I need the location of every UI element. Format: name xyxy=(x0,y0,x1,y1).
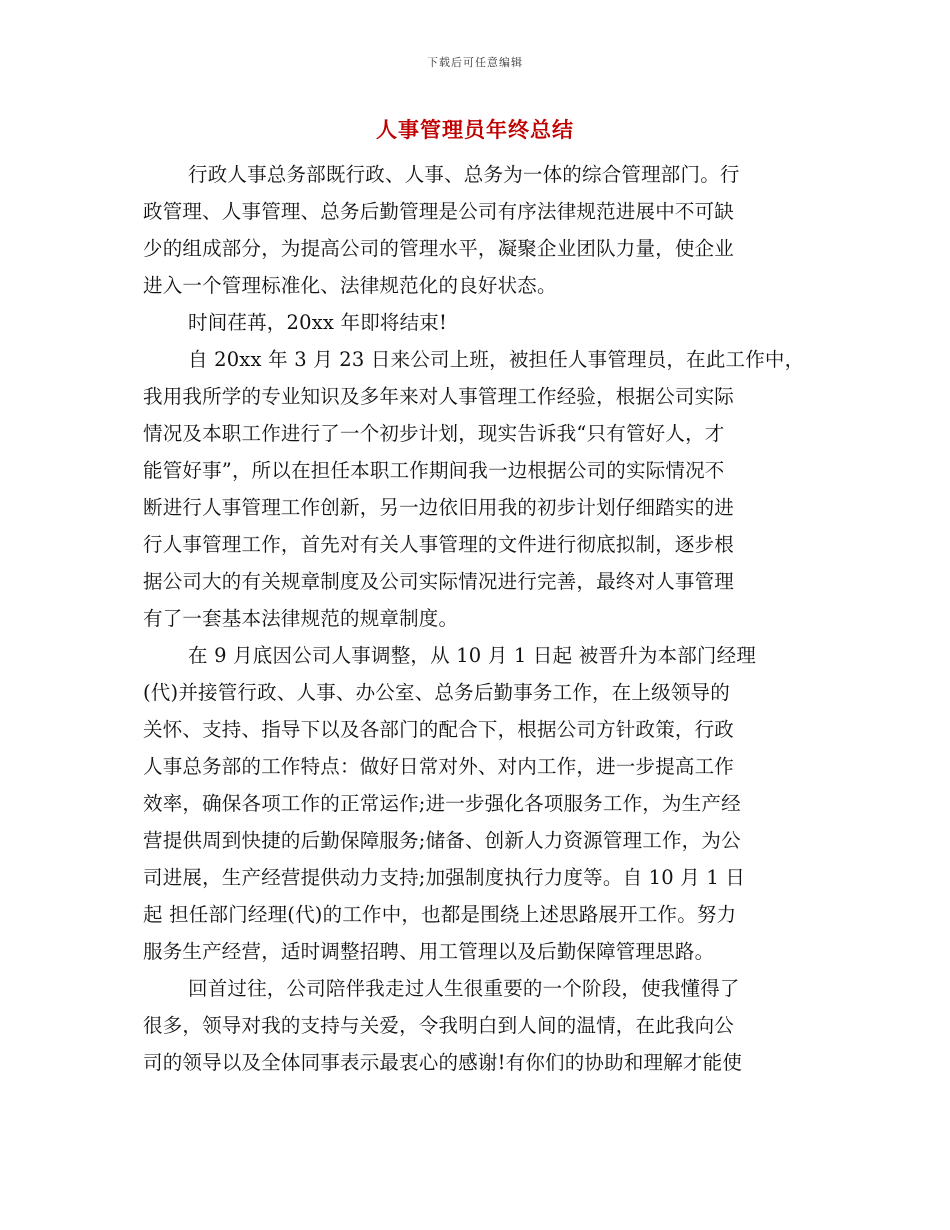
body-text-line: 服务生产经营，适时调整招聘、用工管理以及后勤保障管理思路。 xyxy=(143,940,715,963)
body-text-line: 司进展，生产经营提供动力支持;加强制度执行力度等。自 10 月 1 日 xyxy=(143,866,746,889)
body-text-line: 我用我所学的专业知识及多年来对人事管理工作经验，根据公司实际 xyxy=(143,385,735,408)
body-text-line: 回首过往，公司陪伴我走过人生很重要的一个阶段，使我懂得了 xyxy=(188,977,740,1000)
document-body xyxy=(143,156,815,1081)
body-text-line: 关怀、支持、指导下以及各部门的配合下，根据公司方针政策，行政 xyxy=(143,718,735,741)
body-text-line: 效率，确保各项工作的正常运作;进一步强化各项服务工作，为生产经 xyxy=(143,792,741,815)
body-text-line: 行政人事总务部既行政、人事、总务为一体的综合管理部门。行 xyxy=(188,163,740,186)
body-text-line: 司的领导以及全体同事表示最衷心的感谢!有你们的协助和理解才能使 xyxy=(143,1051,743,1074)
body-text-line: 营提供周到快捷的后勤保障服务;储备、创新人力资源管理工作，为公 xyxy=(143,829,741,852)
body-text-line: 少的组成部分，为提高公司的管理水平，凝聚企业团队力量，使企业 xyxy=(143,237,735,260)
body-text-line: 有了一套基本法律规范的规章制度。 xyxy=(143,607,459,630)
body-text-line: 据公司大的有关规章制度及公司实际情况进行完善，最终对人事管理 xyxy=(143,570,735,593)
body-text-line: 在 9 月底因公司人事调整，从 10 月 1 日起 被晋升为本部门经理 xyxy=(188,644,757,667)
page-header-note: 下载后可任意编辑 xyxy=(427,56,523,69)
body-text-line: 时间荏苒，20xx 年即将结束! xyxy=(188,311,448,334)
body-text-line: 起 担任部门经理(代)的工作中，也都是围绕上述思路展开工作。努力 xyxy=(143,903,737,926)
body-text-line: 很多，领导对我的支持与关爱，令我明白到人间的温情，在此我向公 xyxy=(143,1014,735,1037)
body-text-line: 行人事管理工作，首先对有关人事管理的文件进行彻底拟制，逐步根 xyxy=(143,533,735,556)
body-text-line: 自 20xx 年 3 月 23 日来公司上班，被担任人事管理员，在此工作中， xyxy=(188,348,805,371)
body-text-line: 情况及本职工作进行了一个初步计划，现实告诉我“只有管好人，才 xyxy=(143,422,725,445)
body-text-line: 能管好事”，所以在担任本职工作期间我一边根据公司的实际情况不 xyxy=(143,459,725,482)
body-text-line: 断进行人事管理工作创新，另一边依旧用我的初步计划仔细踏实的进 xyxy=(143,496,735,519)
body-text-line: (代)并接管行政、人事、办公室、总务后勤事务工作，在上级领导的 xyxy=(143,681,730,704)
body-text-line: 人事总务部的工作特点：做好日常对外、对内工作，进一步提高工作 xyxy=(143,755,735,778)
document-title: 人事管理员年终总结 xyxy=(376,117,574,142)
body-text-line: 政管理、人事管理、总务后勤管理是公司有序法律规范进展中不可缺 xyxy=(143,200,735,223)
body-text-line: 进入一个管理标准化、法律规范化的良好状态。 xyxy=(143,274,557,297)
